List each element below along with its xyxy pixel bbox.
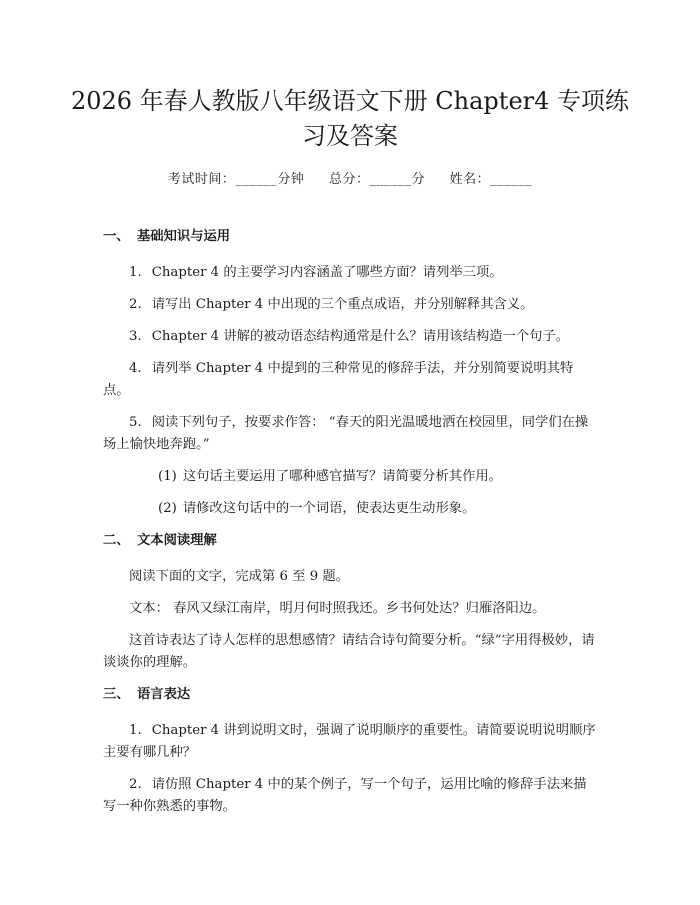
section-title: 文本阅读理解 bbox=[137, 533, 217, 548]
question-item bbox=[103, 412, 597, 456]
total-score: 总分：______分 bbox=[328, 172, 425, 187]
document-title: 2026 年春人教版八年级语文下册 Chapter4 专项练习及答案 bbox=[70, 87, 630, 150]
section-heading bbox=[103, 530, 597, 552]
sub-question-item bbox=[103, 498, 597, 520]
section-heading bbox=[103, 226, 597, 248]
question-text: 请列举 Chapter 4 中提到的三种常见的修辞手法，并分别简要说明其特点。 bbox=[103, 361, 574, 398]
sub-question-text: 这句话主要运用了哪种感官描写？请简要分析其作用。 bbox=[182, 469, 502, 484]
question-text: Chapter 4 讲解的被动语态结构通常是什么？请用该结构造一个句子。 bbox=[151, 329, 570, 344]
paragraph: 阅读下面的文字，完成第 6 至 9 题。 bbox=[129, 569, 349, 584]
question-number: 2. bbox=[129, 777, 142, 792]
section-heading bbox=[103, 684, 597, 706]
question-text: Chapter 4 讲到说明文时，强调了说明顺序的重要性。请简要说明说明顺序主要有哪几种？ bbox=[103, 723, 596, 760]
question-number: 1. bbox=[129, 723, 142, 738]
question-item bbox=[103, 262, 597, 284]
section-number: 一、 bbox=[103, 229, 130, 244]
exam-info-line bbox=[0, 168, 700, 187]
question-text: 阅读下列句子，按要求作答： “春天的阳光温暖地洒在校园里，同学们在操场上愉快地奔跑。” bbox=[103, 415, 589, 452]
paragraph: 这首诗表达了诗人怎样的思想感情？请结合诗句简要分析。“绿”字用得极妙，请谈谈你的理解。 bbox=[103, 633, 595, 670]
section-title: 基础知识与运用 bbox=[137, 229, 231, 244]
exam-time: 考试时间：______分钟 bbox=[167, 172, 305, 187]
question-number: 2. bbox=[129, 297, 142, 312]
student-name: 姓名：______ bbox=[449, 172, 533, 187]
question-number: 3. bbox=[129, 329, 142, 344]
section-number: 三、 bbox=[103, 687, 130, 702]
question-item bbox=[103, 720, 597, 764]
sub-question-text: 请修改这句话中的一个词语，使表达更生动形象。 bbox=[182, 501, 476, 516]
question-text: 请写出 Chapter 4 中出现的三个重点成语，并分别解释其含义。 bbox=[151, 297, 534, 312]
question-item bbox=[103, 774, 597, 818]
document-body bbox=[103, 226, 597, 828]
question-item bbox=[103, 326, 597, 348]
paragraph: 文本： 春风又绿江南岸，明月何时照我还。乡书何处达？归雁洛阳边。 bbox=[129, 601, 546, 616]
section-number: 二、 bbox=[103, 533, 130, 548]
question-item bbox=[103, 294, 597, 316]
question-text: 请仿照 Chapter 4 中的某个例子，写一个句子，运用比喻的修辞手法来描写一种你熟悉的事物。 bbox=[103, 777, 587, 814]
sub-question-number: (1) bbox=[158, 469, 177, 484]
question-item bbox=[103, 358, 597, 402]
section-title: 语言表达 bbox=[137, 687, 191, 702]
sub-question-number: (2) bbox=[158, 501, 177, 516]
question-text: Chapter 4 的主要学习内容涵盖了哪些方面？请列举三项。 bbox=[151, 265, 503, 280]
question-number: 1. bbox=[129, 265, 142, 280]
question-number: 5. bbox=[129, 415, 142, 430]
question-number: 4. bbox=[129, 361, 142, 376]
sub-question-item bbox=[103, 466, 597, 488]
